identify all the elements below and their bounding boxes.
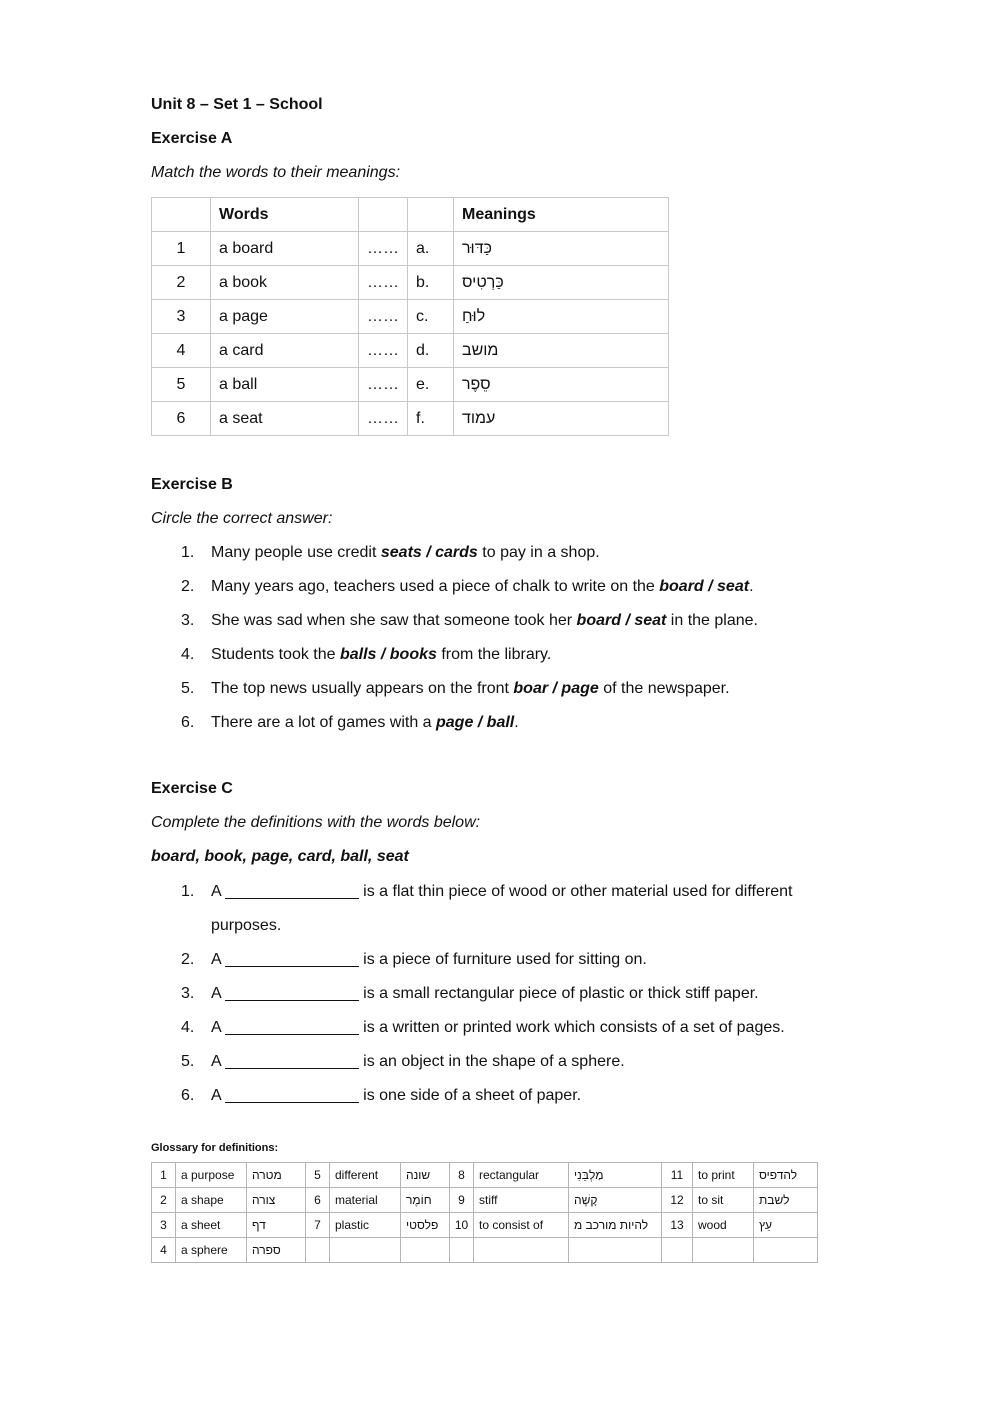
- answer-blank[interactable]: ……: [359, 266, 408, 300]
- exercise-b-heading: Exercise B: [151, 476, 233, 493]
- list-item: 1. Many people use credit seats / cards to pay in a shop.: [181, 544, 600, 561]
- page-title: Unit 8 – Set 1 – School: [151, 96, 323, 113]
- list-item: 4. Students took the balls / books from the library.: [181, 646, 552, 663]
- list-item: 4. A _______________ is a written or printed work which consists of a set of pages.: [181, 1019, 785, 1036]
- exercise-b-instruction: Circle the correct answer:: [151, 510, 333, 527]
- matching-row: 6 a seat …… f. עמוד: [152, 402, 669, 436]
- matching-header-row: [152, 198, 669, 232]
- matching-row: 2 a book …… b. כַּרְטִיס: [152, 266, 669, 300]
- list-item: 3. She was sad when she saw that someone took her board / seat in the plane.: [181, 612, 758, 629]
- answer-choice[interactable]: balls / books: [339, 646, 437, 663]
- answer-blank[interactable]: ……: [359, 368, 408, 402]
- table-row: 1 a purpose מטרה 5 different שונה 8 rectangular מַלְבֵּנִי 11 to print להדפיס: [152, 1163, 818, 1188]
- exercise-c-heading: Exercise C: [151, 780, 233, 797]
- answer-choice[interactable]: board / seat: [576, 612, 667, 629]
- matching-row: 3 a page …… c. לוּחַ: [152, 300, 669, 334]
- exercise-c-list: [151, 882, 792, 1120]
- glossary-title: Glossary for definitions:: [151, 1142, 279, 1154]
- exercise-a-heading: Exercise A: [151, 130, 233, 147]
- list-item: 6. A _______________ is one side of a sheet of paper.: [181, 1087, 582, 1104]
- answer-blank[interactable]: ……: [359, 402, 408, 436]
- list-item: 5. The top news usually appears on the front boar / page of the newspaper.: [181, 680, 730, 697]
- word-bank: board, book, page, card, ball, seat: [151, 848, 409, 865]
- answer-blank[interactable]: ……: [359, 232, 408, 266]
- exercise-b-list: [151, 543, 758, 747]
- list-item: 2. A _______________ is a piece of furniture used for sitting on.: [181, 951, 647, 968]
- list-item: 5. A _______________ is an object in the shape of a sphere.: [181, 1053, 625, 1070]
- list-item: 3. A _______________ is a small rectangular piece of plastic or thick stiff paper.: [181, 985, 759, 1002]
- answer-choice[interactable]: page / ball: [436, 714, 515, 731]
- table-row: 4 a sphere ספרה: [152, 1238, 818, 1263]
- matching-row: 5 a ball …… e. סֵפֶר: [152, 368, 669, 402]
- answer-choice[interactable]: seats / cards: [380, 544, 478, 561]
- table-row: 2 a shape צורה 6 material חוֹמֶר 9 stiff קָשֶׁה 12 to sit לשבת: [152, 1188, 818, 1213]
- table-row: 3 a sheet דף 7 plastic פלסטי 10 to consist of להיות מורכב מ 13 wood עֵץ: [152, 1213, 818, 1238]
- meanings-header: Meanings: [454, 198, 669, 232]
- matching-row: 1 a board …… a. כַּדּוּר: [152, 232, 669, 266]
- list-item: 1. A _______________ is a flat thin piece of wood or other material used for different purposes.: [181, 883, 793, 934]
- glossary-table: [151, 1162, 818, 1263]
- answer-blank[interactable]: ……: [359, 334, 408, 368]
- matching-table: [151, 197, 669, 436]
- words-header: Words: [211, 198, 359, 232]
- matching-row: 4 a card …… d. מושב: [152, 334, 669, 368]
- exercise-a-instruction: Match the words to their meanings:: [151, 164, 401, 181]
- exercise-c-instruction: Complete the definitions with the words below:: [151, 814, 481, 831]
- answer-choice[interactable]: boar / page: [513, 680, 599, 697]
- list-item: 2. Many years ago, teachers used a piece of chalk to write on the board / seat.: [181, 578, 754, 595]
- answer-blank[interactable]: ……: [359, 300, 408, 334]
- answer-choice[interactable]: board / seat: [659, 578, 750, 595]
- list-item: 6. There are a lot of games with a page / ball.: [181, 714, 519, 731]
